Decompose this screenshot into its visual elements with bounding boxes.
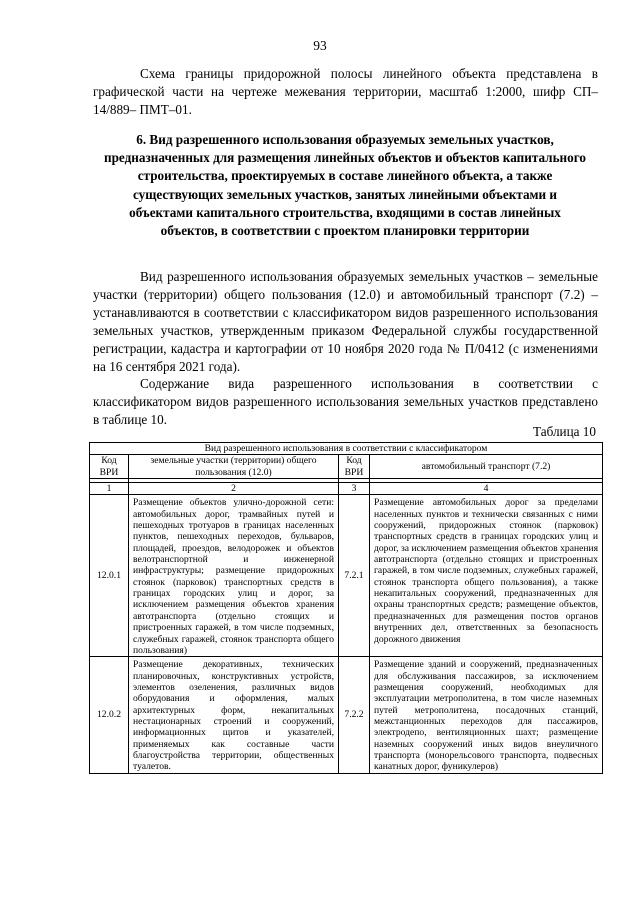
- header-group-right: автомобильный транспорт (7.2): [370, 455, 603, 479]
- row-code-left: 12.0.1: [90, 495, 129, 657]
- row-description-left: Размещение декоративных, технических планировочных, конструктивных устройств, элементов озеленения, различных видов оборудования и оформления, малых архитектурных форм, некапитальных нестационарных строений и сооружений, информационных щитов и указателей, применяемых как составные части благоустройства территории, общественных туалетов.: [129, 657, 339, 773]
- row-code-right: 7.2.2: [339, 657, 370, 773]
- column-number: 2: [129, 483, 339, 495]
- row-code-left: 12.0.2: [90, 657, 129, 773]
- header-code-right: Код ВРИ: [339, 455, 370, 479]
- row-description-right: Размещение зданий и сооружений, предназначенных для обслуживания пассажиров, за исключением размещения сооружений, необходимых для эксплуатации метрополитена, в том числе наземных путей метрополитена, посадочных станций, межстанционных переходов для пассажиров, электродепо, вентиляционных шахт; размещение наземных сооружений иных видов внеуличного транспорта (монорельсового транспорта, подвесных канатных дорог, фуникулеров): [370, 657, 603, 773]
- column-number: 3: [339, 483, 370, 495]
- row-description-left: Размещение объектов улично-дорожной сети: автомобильных дорог, трамвайных путей и пешеходных тротуаров в границах населенных пунктов, пешеходных переходов, бульваров, площадей, проездов, велодорожек и объектов велотранспортной и инженерной инфраструктуры; размещение придорожных стоянок (парковок) транспортных средств в границах городских улиц и дорог, за исключением размещения объектов хранения автотранспорта (отдельно стоящих и пристроенных гаражей, в том числе подземных, служебных гаражей, стоянок транспорта общего пользования): [129, 495, 339, 657]
- header-code-left: Код ВРИ: [90, 455, 129, 479]
- row-description-right: Размещение автомобильных дорог за пределами населенных пунктов и технически связанных с ними сооружений, придорожных стоянок (парковок) транспортных средств в границах городских улиц и дорог, за исключением размещения объектов хранения автотранспорта (отдельно стоящих и пристроенных гаражей, в том числе подземных, служебных гаражей, стоянок транспорта общего пользования), а также некапитальных сооружений, предназначенных для охраны транспортных средств; размещение объектов, предназначенных для размещения постов органов внутренних дел, ответственных за безопасность дорожного движения: [370, 495, 603, 657]
- body-paragraph-1: Вид разрешенного использования образуемых земельных участков – земельные участки (территории) общего пользования (12.0) и автомобильный транспорт (7.2) – устанавливаются в соответствии с классификатором видов разрешенного использования земельных участков, утвержденным приказом Федеральной службы государственной регистрации, кадастра и картографии от 10 ноября 2020 года № П/0412 (с изменениями на 16 сентября 2021 года).: [93, 269, 598, 374]
- row-code-right: 7.2.1: [339, 495, 370, 657]
- table-row: [90, 495, 603, 657]
- table-title: Вид разрешенного использования в соответствии с классификатором: [90, 443, 603, 455]
- table-caption: Таблица 10: [533, 424, 596, 439]
- column-numbers-row: [90, 483, 603, 495]
- table-title-row: [90, 443, 603, 455]
- intro-paragraph: Схема границы придорожной полосы линейного объекта представлена в графической части на чертеже межевания территории, масштаб 1:2000, шифр СП– 14/889– ПМТ–01.: [93, 66, 598, 117]
- page-number: 93: [313, 38, 327, 53]
- header-group-left: земельные участки (территории) общего пользования (12.0): [129, 455, 339, 479]
- table-row: [90, 657, 603, 773]
- section-heading: 6. Вид разрешенного использования образуемых земельных участков, предназначенных для размещения линейных объектов и объектов капитального строительства, проектируемых в составе линейного объекта, а также существующих земельных участков, занятых линейными объектами и объектами капитального строительства, входящими в состав линейных объектов, в соответствии с проектом планировки территории: [104, 132, 586, 239]
- body-paragraph-2: Содержание вида разрешенного использования в соответствии с классификатором видов разрешенного использования земельных участков представлено в таблице 10.: [93, 376, 598, 427]
- column-number: 4: [370, 483, 603, 495]
- classifier-table: [89, 442, 603, 774]
- table-header-row: [90, 455, 603, 479]
- column-number: 1: [90, 483, 129, 495]
